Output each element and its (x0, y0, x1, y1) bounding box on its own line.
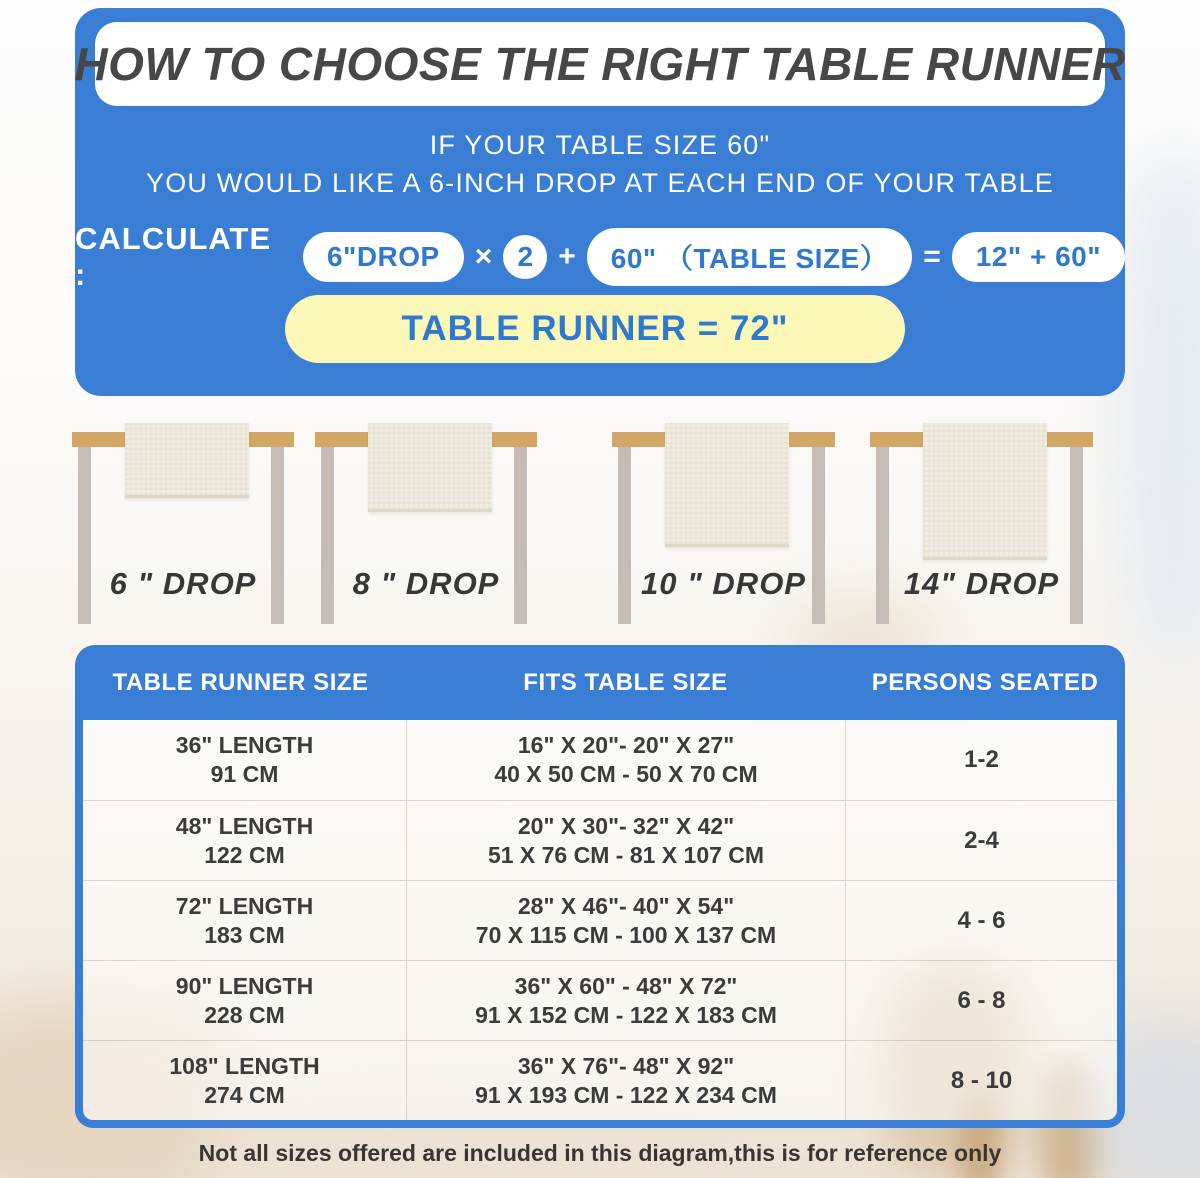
cell-fits-size: 20" X 30"- 32" X 42" 51 X 76 CM - 81 X 107 CM (406, 801, 845, 880)
page-title: HOW TO CHOOSE THE RIGHT TABLE RUNNER (74, 38, 1126, 90)
runner-cloth (923, 423, 1047, 560)
size-chart-body (75, 720, 1125, 1128)
runner-cloth (665, 423, 789, 547)
table-figure-14in (870, 420, 1093, 632)
multiplier-circle: 2 (503, 235, 547, 279)
table-row (83, 800, 1117, 880)
table-leg (321, 446, 334, 624)
equals-sign: = (923, 240, 941, 273)
header-runner-size: TABLE RUNNER SIZE (112, 668, 369, 696)
drop-label: 8 " DROP (352, 566, 500, 601)
drop-label: 6 " DROP (109, 566, 257, 601)
table-leg (78, 446, 91, 624)
table-row (83, 1040, 1117, 1120)
reference-footnote: Not all sizes offered are included in this diagram,this is for reference only (198, 1140, 1002, 1166)
subtitle-line-1: IF YOUR TABLE SIZE 60" (429, 130, 771, 160)
table-leg (812, 446, 825, 624)
table-figure-6in (72, 420, 294, 632)
top-panel (75, 8, 1125, 396)
cell-runner-size: 90" LENGTH 228 CM (175, 972, 314, 1028)
cell-persons: 4 - 6 (845, 881, 1117, 960)
title-banner (74, 22, 1126, 106)
cell-runner-size: 108" LENGTH 274 CM (169, 1052, 320, 1108)
cell-persons: 8 - 10 (845, 1041, 1117, 1120)
table-row (83, 960, 1117, 1040)
cell-persons: 2-4 (845, 801, 1117, 880)
table-figure-10in (612, 420, 835, 632)
cell-fits-size: 36" X 76"- 48" X 92" 91 X 193 CM - 122 X 234 CM (406, 1041, 845, 1120)
header-fits-table-size: FITS TABLE SIZE (523, 668, 728, 696)
table-size-pill: 60" （TABLE SIZE） (587, 228, 912, 286)
drop-label: 10 " DROP (641, 566, 806, 601)
plus-sign: + (558, 240, 576, 273)
size-chart-panel (75, 645, 1125, 1128)
calculate-label: CALCULATE : (75, 221, 272, 292)
table-leg (514, 446, 527, 624)
subtitle-line-2: YOU WOULD LIKE A 6-INCH DROP AT EACH END OF YOUR TABLE (145, 168, 1054, 198)
cell-persons: 6 - 8 (845, 961, 1117, 1040)
cell-persons: 1-2 (845, 720, 1117, 800)
sum-pill: 12" + 60" (952, 232, 1125, 282)
cell-runner-size: 36" LENGTH 91 CM (175, 732, 314, 787)
cell-fits-size: 36" X 60" - 48" X 72" 91 X 152 CM - 122 X 183 CM (406, 961, 845, 1040)
table-leg (618, 446, 631, 624)
runner-result-pill: TABLE RUNNER = 72" (285, 295, 905, 363)
runner-cloth (125, 423, 249, 498)
cell-runner-size: 48" LENGTH 122 CM (175, 812, 314, 868)
multiply-sign: × (474, 240, 493, 273)
header-persons-seated: PERSONS SEATED (871, 668, 1099, 696)
runner-cloth (368, 423, 492, 512)
calculate-row (75, 221, 1125, 292)
drop-value-pill: 6"DROP (303, 232, 464, 282)
drop-label: 14" DROP (903, 566, 1060, 601)
table-row (83, 880, 1117, 960)
drop-figures (0, 420, 1200, 632)
table-leg (271, 446, 284, 624)
table-leg (1070, 446, 1083, 624)
table-row (83, 720, 1117, 800)
table-leg (876, 446, 889, 624)
cell-runner-size: 72" LENGTH 183 CM (175, 892, 314, 948)
cell-fits-size: 28" X 46"- 40" X 54" 70 X 115 CM - 100 X 137 CM (406, 881, 845, 960)
size-chart-header (75, 645, 1125, 720)
table-figure-8in (315, 420, 537, 632)
cell-fits-size: 16" X 20"- 20" X 27" 40 X 50 CM - 50 X 70 CM (406, 720, 845, 800)
